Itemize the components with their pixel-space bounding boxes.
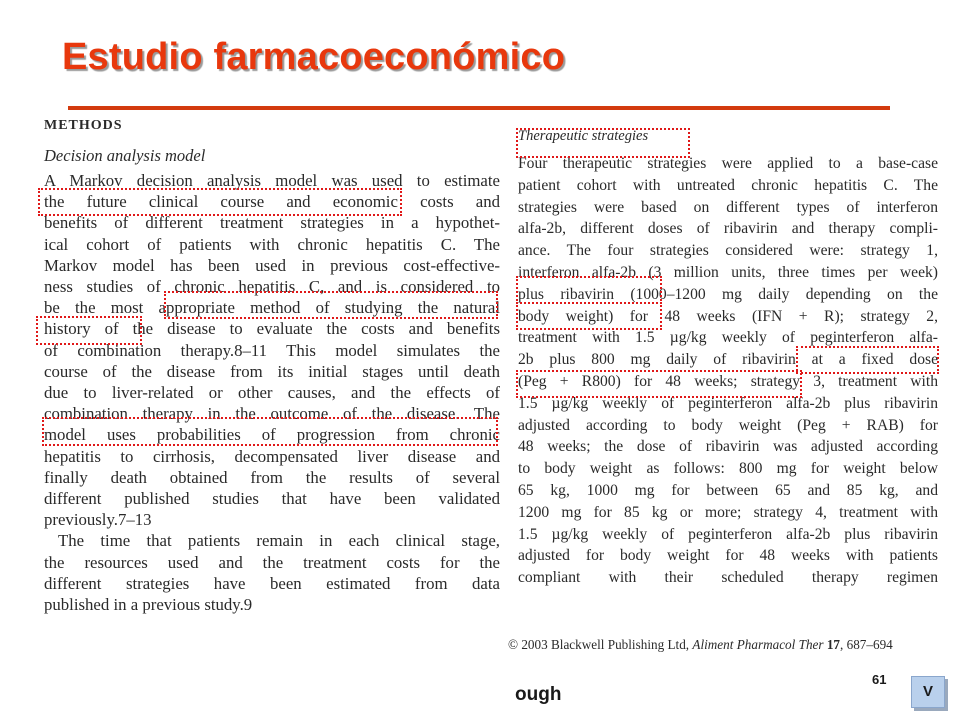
body-line: patient cohort with untreated chronic hepatitis C. The [518,176,938,194]
therapeutic-strategies-subheading: Therapeutic strategies [518,128,649,144]
body-line: ness studies of chronic hepatitis C, and is considered to [44,277,500,297]
body-line: (Peg + R800) for 48 weeks; strategy 3, treatment with [518,372,938,390]
body-line: ance. The four strategies considered were: strategy 1, [518,242,938,260]
body-line: A Markov decision analysis model was used to estimate [44,171,500,190]
body-line: adjusted according to body weight (Peg + RAB) for [518,416,938,434]
body-line: of combination therapy.8–11 This model simulates the [44,340,500,360]
footer-text: ough [515,684,562,705]
body-line: hepatitis to cirrhosis, decompensated liver disease and [44,446,500,466]
body-line: 1.5 µg/kg weekly of peginterferon alfa-2b plus ribavirin [518,525,938,543]
body-line: adjusted for body weight for 48 weeks with patients [518,547,938,565]
body-line: 2b plus 800 mg daily of ribavirin at a fixed dose [518,351,938,369]
methods-heading: METHODS [44,118,123,133]
body-line: to body weight as follows: 800 mg for weight below [518,460,938,478]
body-line: 1.5 µg/kg weekly of peginterferon alfa-2b plus ribavirin [518,394,938,412]
highlight-ribavirin-800mg [516,370,802,398]
highlight-interferon-alfa [516,276,662,304]
decision-model-subheading: Decision analysis model [44,146,206,165]
copyright-line [508,637,938,653]
body-line: 48 weeks; the dose of ribavirin was adjusted according [518,438,938,456]
body-line: strategies were based on different types of interferon [518,198,938,216]
body-line: due to liver-related or other causes, and the effects of [44,383,500,403]
journal-volume: 17 [826,637,841,652]
highlight-plus-ribavirin [516,302,662,330]
body-line: Markov model has been used in previous cost-effective- [44,255,500,275]
body-line: course of the disease from its initial stages until death [44,361,500,381]
highlight-therapeutic-strategies [516,128,690,158]
body-line: different published studies that have been validated [44,489,500,509]
body-line: history of the disease to evaluate the costs and benefits [44,319,500,339]
journal-pages: , 687–694 [840,637,893,652]
body-line: published in a previous study.9 [44,595,253,615]
journal-name: Aliment Pharmacol Ther [692,637,824,652]
body-line: ical cohort of patients with chronic hepatitis C. The [44,234,500,254]
body-line: the future clinical course and economic costs and [44,192,500,212]
next-slide-button[interactable]: V [911,676,945,708]
body-line: previously.7–13 [44,510,152,530]
body-line: 1200 mg for 85 kg or more; strategy 4, treatment with [518,503,938,521]
body-line: finally death obtained from the results of several [44,467,500,487]
body-line: compliant with their scheduled therapy regimen [518,569,938,587]
body-line: treatment with 1.5 µg/kg weekly of peginterferon alfa- [518,329,938,347]
body-line: combination therapy in the outcome of the disease. The [44,404,500,424]
body-line: different strategies have been estimated from data [44,573,500,593]
copyright-text: © 2003 Blackwell Publishing Ltd, [508,637,693,652]
body-line: benefits of different treatment strategies in a hypothet- [44,213,500,233]
body-line: 65 kg, 1000 mg for between 65 and 85 kg, and [518,481,938,499]
highlight-ness-studies [36,316,142,345]
highlight-course-of-disease [42,417,498,446]
body-line: be the most appropriate method of studying the natural [44,298,500,318]
body-line: interferon alfa-2b (3 million units, three times per week) [518,263,938,281]
body-line: Four therapeutic strategies were applied to a base-case [518,155,938,172]
body-line: body weight) for 48 weeks (IFN + R); strategy 2, [518,307,938,325]
highlight-previous-studies [164,291,498,319]
body-line: The time that patients remain in each clinical stage, [58,531,500,551]
body-line: alfa-2b, different doses of ribavirin and therapy compli- [518,220,938,238]
slide-title: Estudio farmacoeconómico [62,36,566,78]
body-line: plus ribavirin (1000–1200 mg daily depending on the [518,285,938,303]
highlight-markov-model [38,188,402,216]
body-line: model uses probabilities of progression from chronic [44,425,500,445]
title-underline [68,106,890,110]
highlight-peginterferon-alfa [796,346,939,374]
body-line: the resources used and the treatment costs for the [44,552,500,572]
page-number: 61 [872,672,887,687]
